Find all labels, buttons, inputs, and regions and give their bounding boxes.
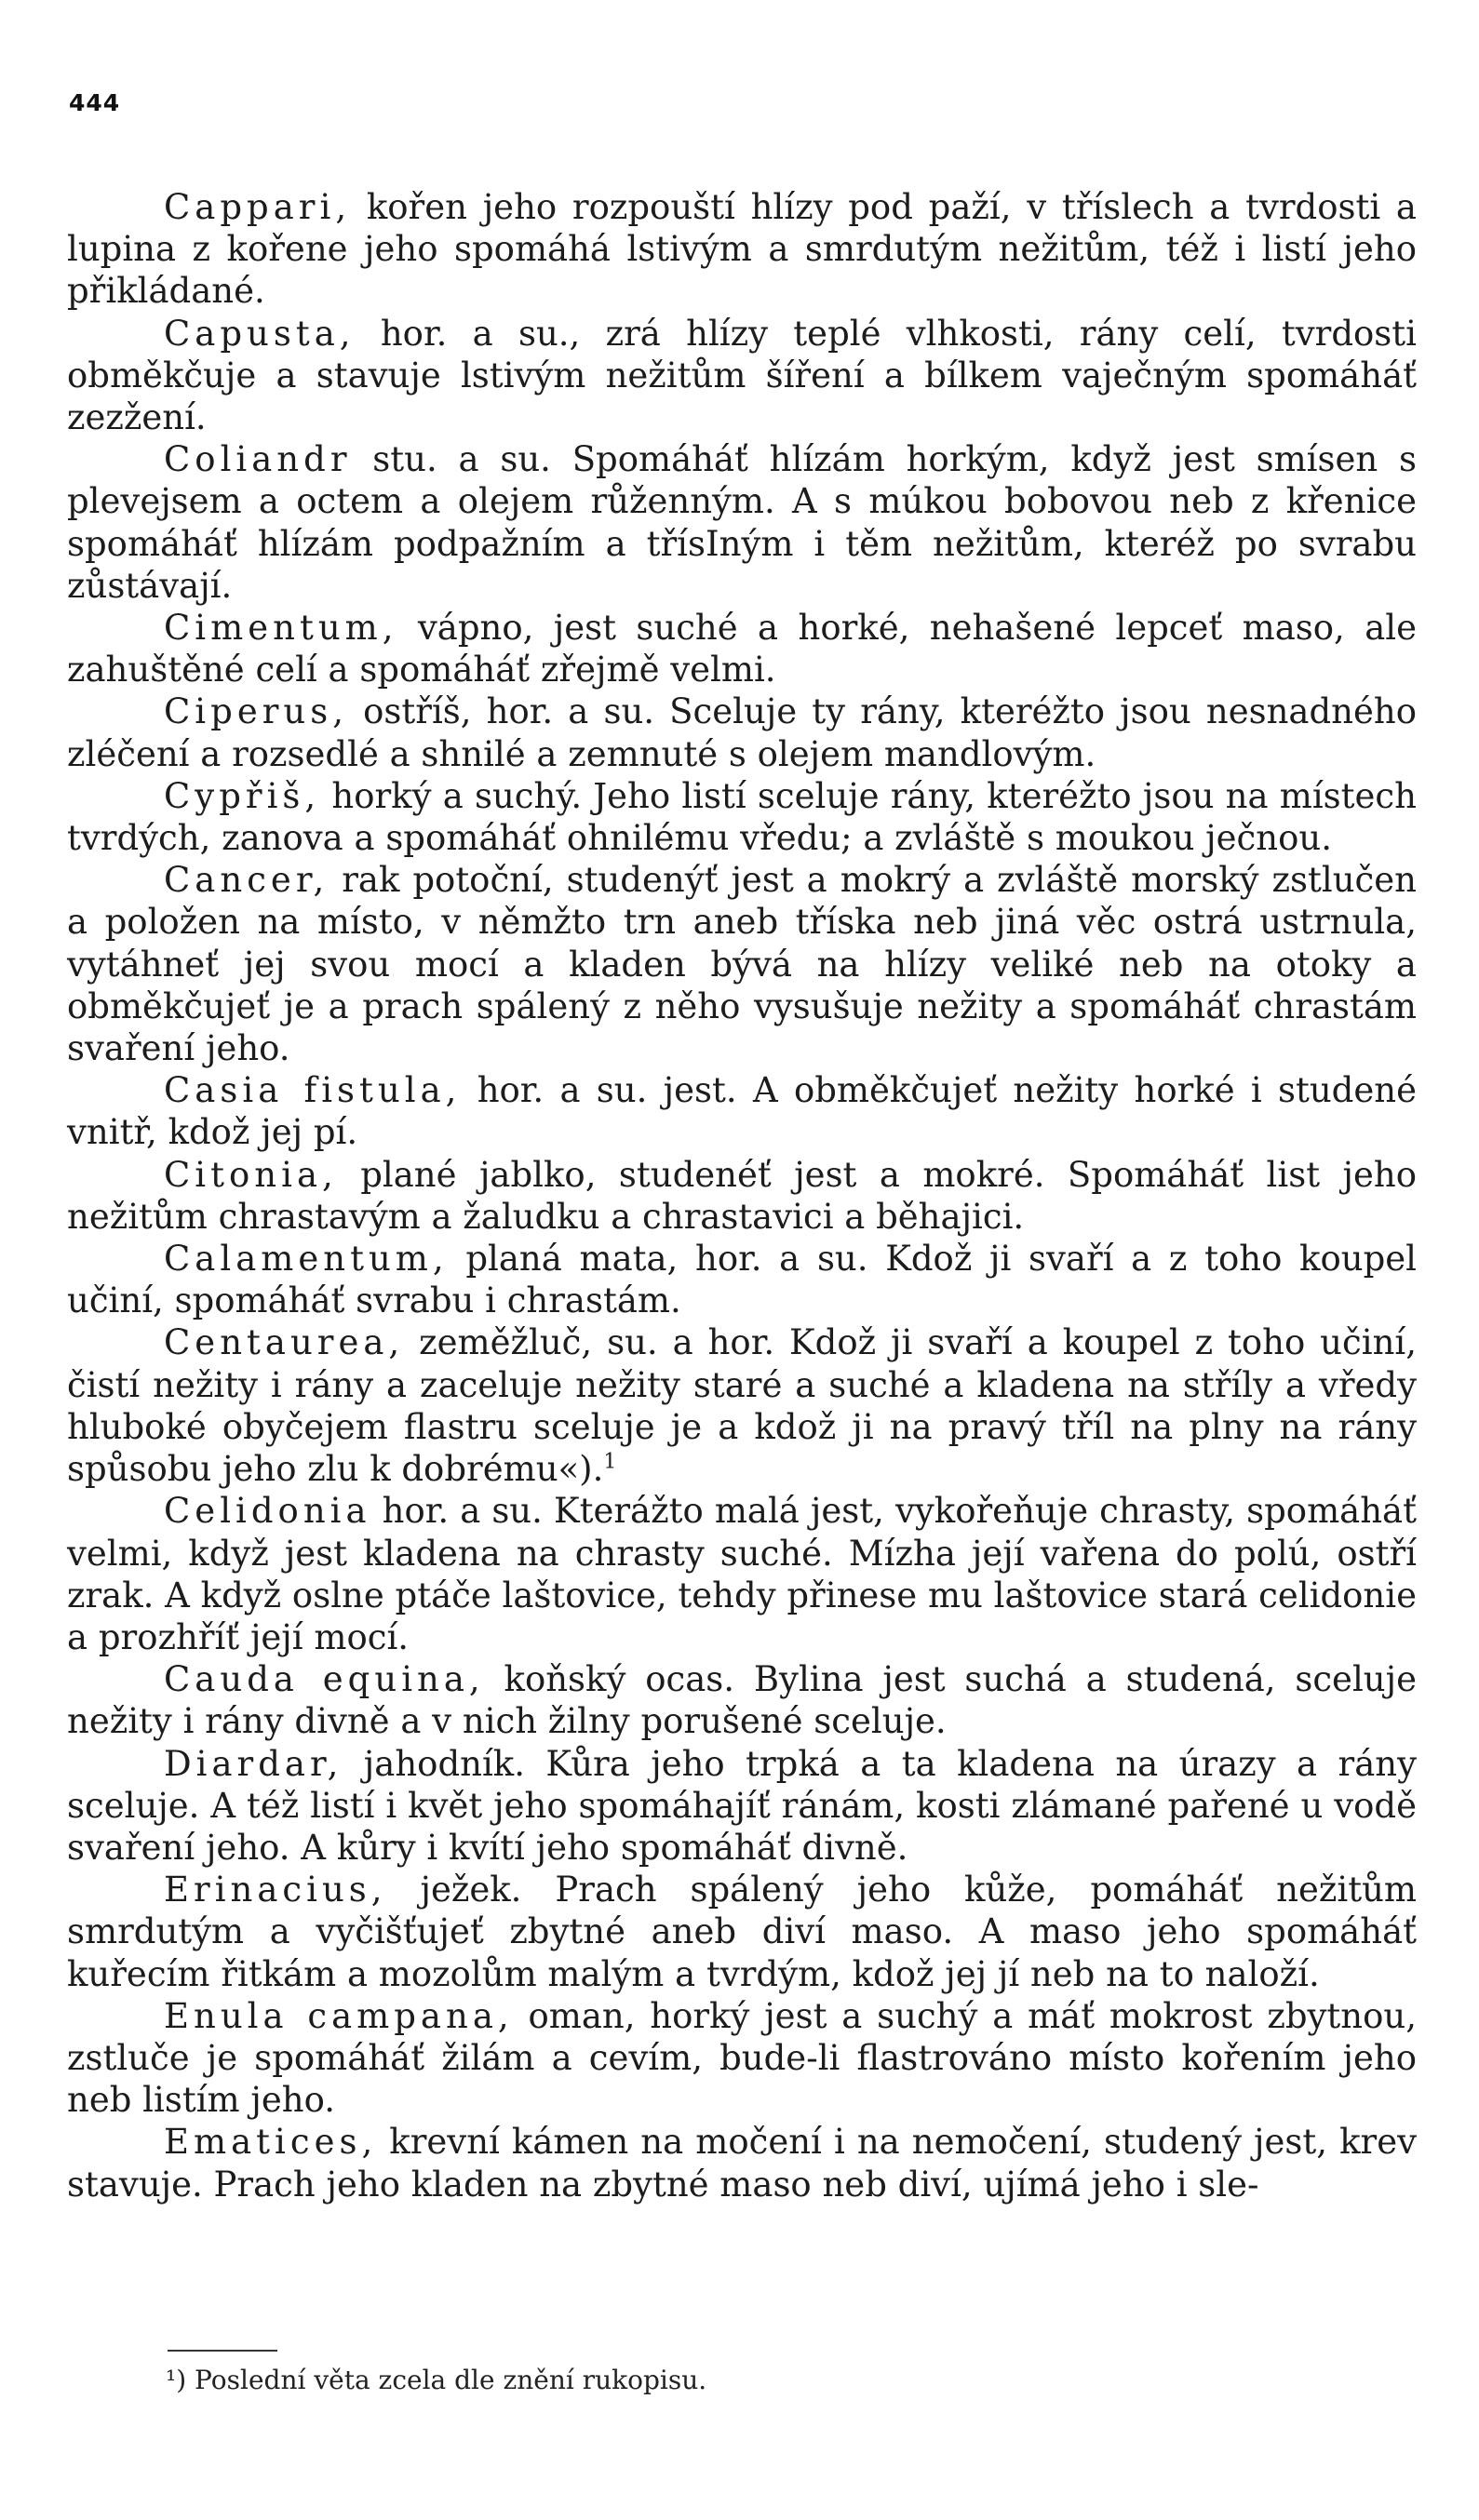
entry-text: zeměžluč, su. a hor. Kdož ji svaří a koupel z toho učiní, čistí nežity i rány a zaceluje nežity staré a suché a kladena na stříly a vředy hluboké obyčejem flastru sceluje je a kdož ji na pravý tříl na plny na rány spůsobu jeho zlu k dobrému«). bbox=[67, 1322, 1417, 1490]
entry-paragraph bbox=[67, 438, 1417, 607]
entry-text: horký a suchý. Jeho listí sceluje rány, kteréžto jsou na místech tvrdých, zanova a spomáháť ohnilému vředu; a zvláště s moukou ječnou. bbox=[67, 775, 1417, 859]
entry-text: kořen jeho rozpouští hlízy pod paží, v tříslech a tvrdosti a lupina z kořene jeho spomáhá lstivým a smrdutým nežitům, též i listí jeho přikládané. bbox=[67, 187, 1417, 312]
entry-text: hor. a su. jest. A obměkčujeť nežity horké i studené vnitř, kdož jej pí. bbox=[67, 1070, 1417, 1153]
page-number: 444 bbox=[69, 89, 121, 116]
entry-text: rak potoční, studenýť jest a mokrý a zvláště morský zstlučen a položen na místo, v němžto trn aneb tříska neb jiná věc ostrá ustrnula, vytáhneť jej svou mocí a kladen bývá na hlízy veliké neb na otoky a obměkčujeť je a prach spálený z něho vysušuje nežity a spomáháť chrastám svaření jeho. bbox=[67, 860, 1417, 1069]
entry-term: Enula campana, bbox=[164, 1995, 514, 2036]
entry-paragraph bbox=[67, 1321, 1417, 1490]
entry-text: oman, horký jest a suchý a máť mokrost zbytnou, zstluče je spomáháť žilám a cevím, bude-li flastrováno místo kořením jeho neb listím jeho. bbox=[67, 1995, 1417, 2121]
footnote bbox=[166, 2364, 706, 2397]
entry-term: Celidonia bbox=[164, 1491, 371, 1532]
entry-paragraph bbox=[67, 1658, 1417, 1742]
entry-paragraph bbox=[67, 1995, 1417, 2122]
entry-term: Citonia, bbox=[164, 1154, 338, 1195]
body-text bbox=[67, 186, 1417, 2205]
entry-paragraph bbox=[67, 775, 1417, 859]
entry-paragraph bbox=[67, 186, 1417, 313]
entry-term: Erinacius, bbox=[164, 1870, 387, 1910]
entry-paragraph bbox=[67, 1743, 1417, 1870]
footnote-reference: 1 bbox=[603, 1450, 617, 1474]
footnote-separator bbox=[168, 2350, 277, 2352]
entry-term: Capusta, bbox=[164, 313, 356, 354]
entry-term: Cauda equina, bbox=[164, 1659, 485, 1700]
entry-text: hor. a su. Kterážto malá jest, vykořeňuje chrasty, spomáháť velmi, když jest kladena na chrasty suché. Mízha její vařena do polú, ostří zrak. A když oslne ptáče laštovice, tehdy přinese mu laštovice stará celidonie a prozhříť její mocí. bbox=[67, 1491, 1417, 1657]
entry-paragraph bbox=[67, 1154, 1417, 1238]
entry-paragraph bbox=[67, 313, 1417, 439]
entry-paragraph bbox=[67, 607, 1417, 690]
entry-text: krevní kámen na močení i na nemočení, studený jest, krev stavuje. Prach jeho kladen na zbytné maso neb diví, ujímá jeho i sle- bbox=[67, 2122, 1417, 2205]
footnote-text: Poslední věta zcela dle znění rukopisu. bbox=[186, 2365, 707, 2395]
entry-term: Cimentum, bbox=[164, 608, 398, 649]
entry-term: Calamentum, bbox=[164, 1239, 449, 1280]
entry-paragraph bbox=[67, 2121, 1417, 2205]
entry-term: Ematices, bbox=[164, 2122, 378, 2163]
entry-term: Centaurea, bbox=[164, 1322, 405, 1363]
entry-text: stu. a su. Spomáháť hlízám horkým, když jest smísen s plevejsem a octem a olejem růženným. A s múkou bobovou neb z křenice spomáháť hlízám podpažním a třísIným i těm nežitům, kteréž po svrabu zůstávají. bbox=[67, 439, 1417, 606]
entry-term: Cypřiš, bbox=[164, 775, 321, 816]
entry-paragraph bbox=[67, 1490, 1417, 1658]
entry-term: Cancer, bbox=[164, 860, 329, 901]
entry-paragraph bbox=[67, 1069, 1417, 1153]
entry-term: Coliandr bbox=[164, 439, 352, 480]
entry-paragraph bbox=[67, 1238, 1417, 1321]
entry-paragraph bbox=[67, 859, 1417, 1069]
entry-term: Casia fistula, bbox=[164, 1070, 462, 1111]
entry-paragraph bbox=[67, 1869, 1417, 1995]
entry-text: koňský ocas. Bylina jest suchá a studená, sceluje nežity i rány divně a v nich žilny porušené sceluje. bbox=[67, 1659, 1417, 1742]
entry-term: Cappari, bbox=[164, 187, 352, 227]
entry-text: ostříš, hor. a su. Sceluje ty rány, kteréžto jsou nesnadného zléčení a rozsedlé a shnilé a zemnuté s olejem mandlovým. bbox=[67, 691, 1417, 774]
entry-text: vápno, jest suché a horké, nehašené lepceť maso, ale zahuštěné celí a spomáháť zřejmě velmi. bbox=[67, 608, 1417, 690]
entry-term: Diardar, bbox=[164, 1743, 343, 1784]
entry-text: planá mata, hor. a su. Kdož ji svaří a z toho koupel učiní, spomáháť svrabu i chrastám. bbox=[67, 1239, 1417, 1321]
entry-paragraph bbox=[67, 690, 1417, 774]
footnote-marker: ¹) bbox=[166, 2365, 187, 2395]
entry-text: jahodník. Kůra jeho trpká a ta kladena na úrazy a rány sceluje. A též listí i květ jeho spomáhajíť ránám, kosti zlámané pařené u vodě svaření jeho. A kůry i kvítí jeho spomáháť divně. bbox=[67, 1743, 1417, 1868]
entry-text: ježek. Prach spálený jeho kůže, pomáháť nežitům smrdutým a vyčišťujeť zbytné aneb diví maso. A maso jeho spomáháť kuřecím řitkám a mozolům malým a tvrdým, kdož jej jí neb na to naloží. bbox=[67, 1870, 1417, 1994]
entry-term: Ciperus, bbox=[164, 691, 348, 732]
entry-text: plané jablko, studenéť jest a mokré. Spomáháť list jeho nežitům chrastavým a žaludku a chrastavici a běhajici. bbox=[67, 1154, 1417, 1237]
entry-text: hor. a su., zrá hlízy teplé vlhkosti, rány celí, tvrdosti obměkčuje a stavuje lstivým nežitům šíření a bílkem vaječným spomáháť zezžení. bbox=[67, 313, 1417, 438]
